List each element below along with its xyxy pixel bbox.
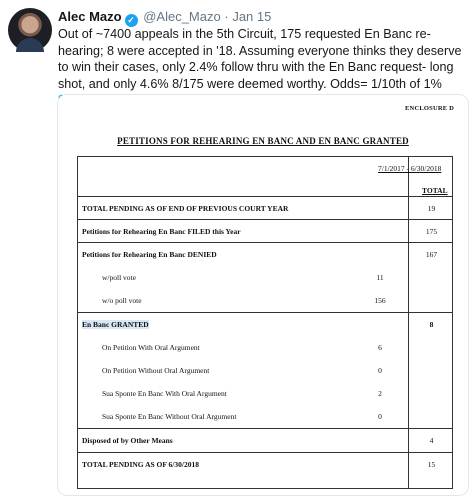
table-row-label: On Petition With Oral Argument <box>102 343 200 352</box>
row-divider <box>78 196 452 197</box>
table-row-subvalue: 0 <box>378 412 382 421</box>
tweet-text-main: Out of ~7400 appeals in the 5th Circuit, 175 requested En Banc re-hearing; 8 were accepted in '18. Assuming everyone thinks they deserve to win their cases, only 2.4% follow thru with the En Banc request- long shot, and only 4.6% 8/175 were deemed worthy. Odds= 1/10th of 1% <box>58 27 462 91</box>
petitions-table <box>77 156 453 489</box>
table-row-label: On Petition Without Oral Argument <box>102 366 210 375</box>
document-title: PETITIONS FOR REHEARING EN BANC AND EN BANC GRANTED <box>117 136 409 146</box>
enclosure-label: ENCLOSURE D <box>405 105 454 112</box>
tweet-date[interactable]: Jan 15 <box>232 9 272 24</box>
table-row-total: 8 <box>429 320 434 329</box>
table-row-subvalue: 2 <box>378 389 382 398</box>
table-row-label: TOTAL PENDING AS OF 6/30/2018 <box>82 460 199 469</box>
verified-badge-icon: ✓ <box>125 14 138 27</box>
tweet-header <box>58 9 271 25</box>
table-row-total: 175 <box>425 227 438 236</box>
row-divider <box>78 428 452 429</box>
table-row-subvalue: 156 <box>374 296 386 305</box>
table-row-label: Sua Sponte En Banc Without Oral Argument <box>102 412 237 421</box>
table-row-label: TOTAL PENDING AS OF END OF PREVIOUS COURT YEAR <box>82 204 289 213</box>
author-handle[interactable]: @Alec_Mazo <box>143 9 221 24</box>
table-row-total: 19 <box>427 204 436 213</box>
table-row-subvalue: 0 <box>378 366 382 375</box>
table-row-label: w/o poll vote <box>102 296 142 305</box>
table-row-label: Petitions for Rehearing En Banc FILED this Year <box>82 227 241 236</box>
total-header: TOTAL <box>422 186 448 195</box>
separator-dot: · <box>224 9 229 24</box>
table-row-total: 15 <box>427 460 436 469</box>
table-row-label: Sua Sponte En Banc With Oral Argument <box>102 389 227 398</box>
period-header: 7/1/2017 - 6/30/2018 <box>378 164 442 173</box>
table-row-label-highlighted: En Banc GRANTED <box>82 320 149 329</box>
attached-document-image[interactable] <box>57 94 469 496</box>
avatar[interactable] <box>8 8 52 52</box>
row-divider <box>78 452 452 453</box>
author-name[interactable]: Alec Mazo <box>58 9 122 24</box>
table-row-total: 167 <box>425 250 438 259</box>
column-divider <box>408 157 409 488</box>
row-divider <box>78 219 452 220</box>
table-row-label: Petitions for Rehearing En Banc DENIED <box>82 250 217 259</box>
table-row-label: Disposed of by Other Means <box>82 436 173 445</box>
table-row-total: 4 <box>429 436 434 445</box>
table-row-label: w/poll vote <box>102 273 136 282</box>
row-divider <box>78 312 452 313</box>
table-row-subvalue: 11 <box>376 273 384 282</box>
avatar-figure <box>16 38 44 52</box>
table-row-subvalue: 6 <box>378 343 382 352</box>
row-divider <box>78 242 452 243</box>
